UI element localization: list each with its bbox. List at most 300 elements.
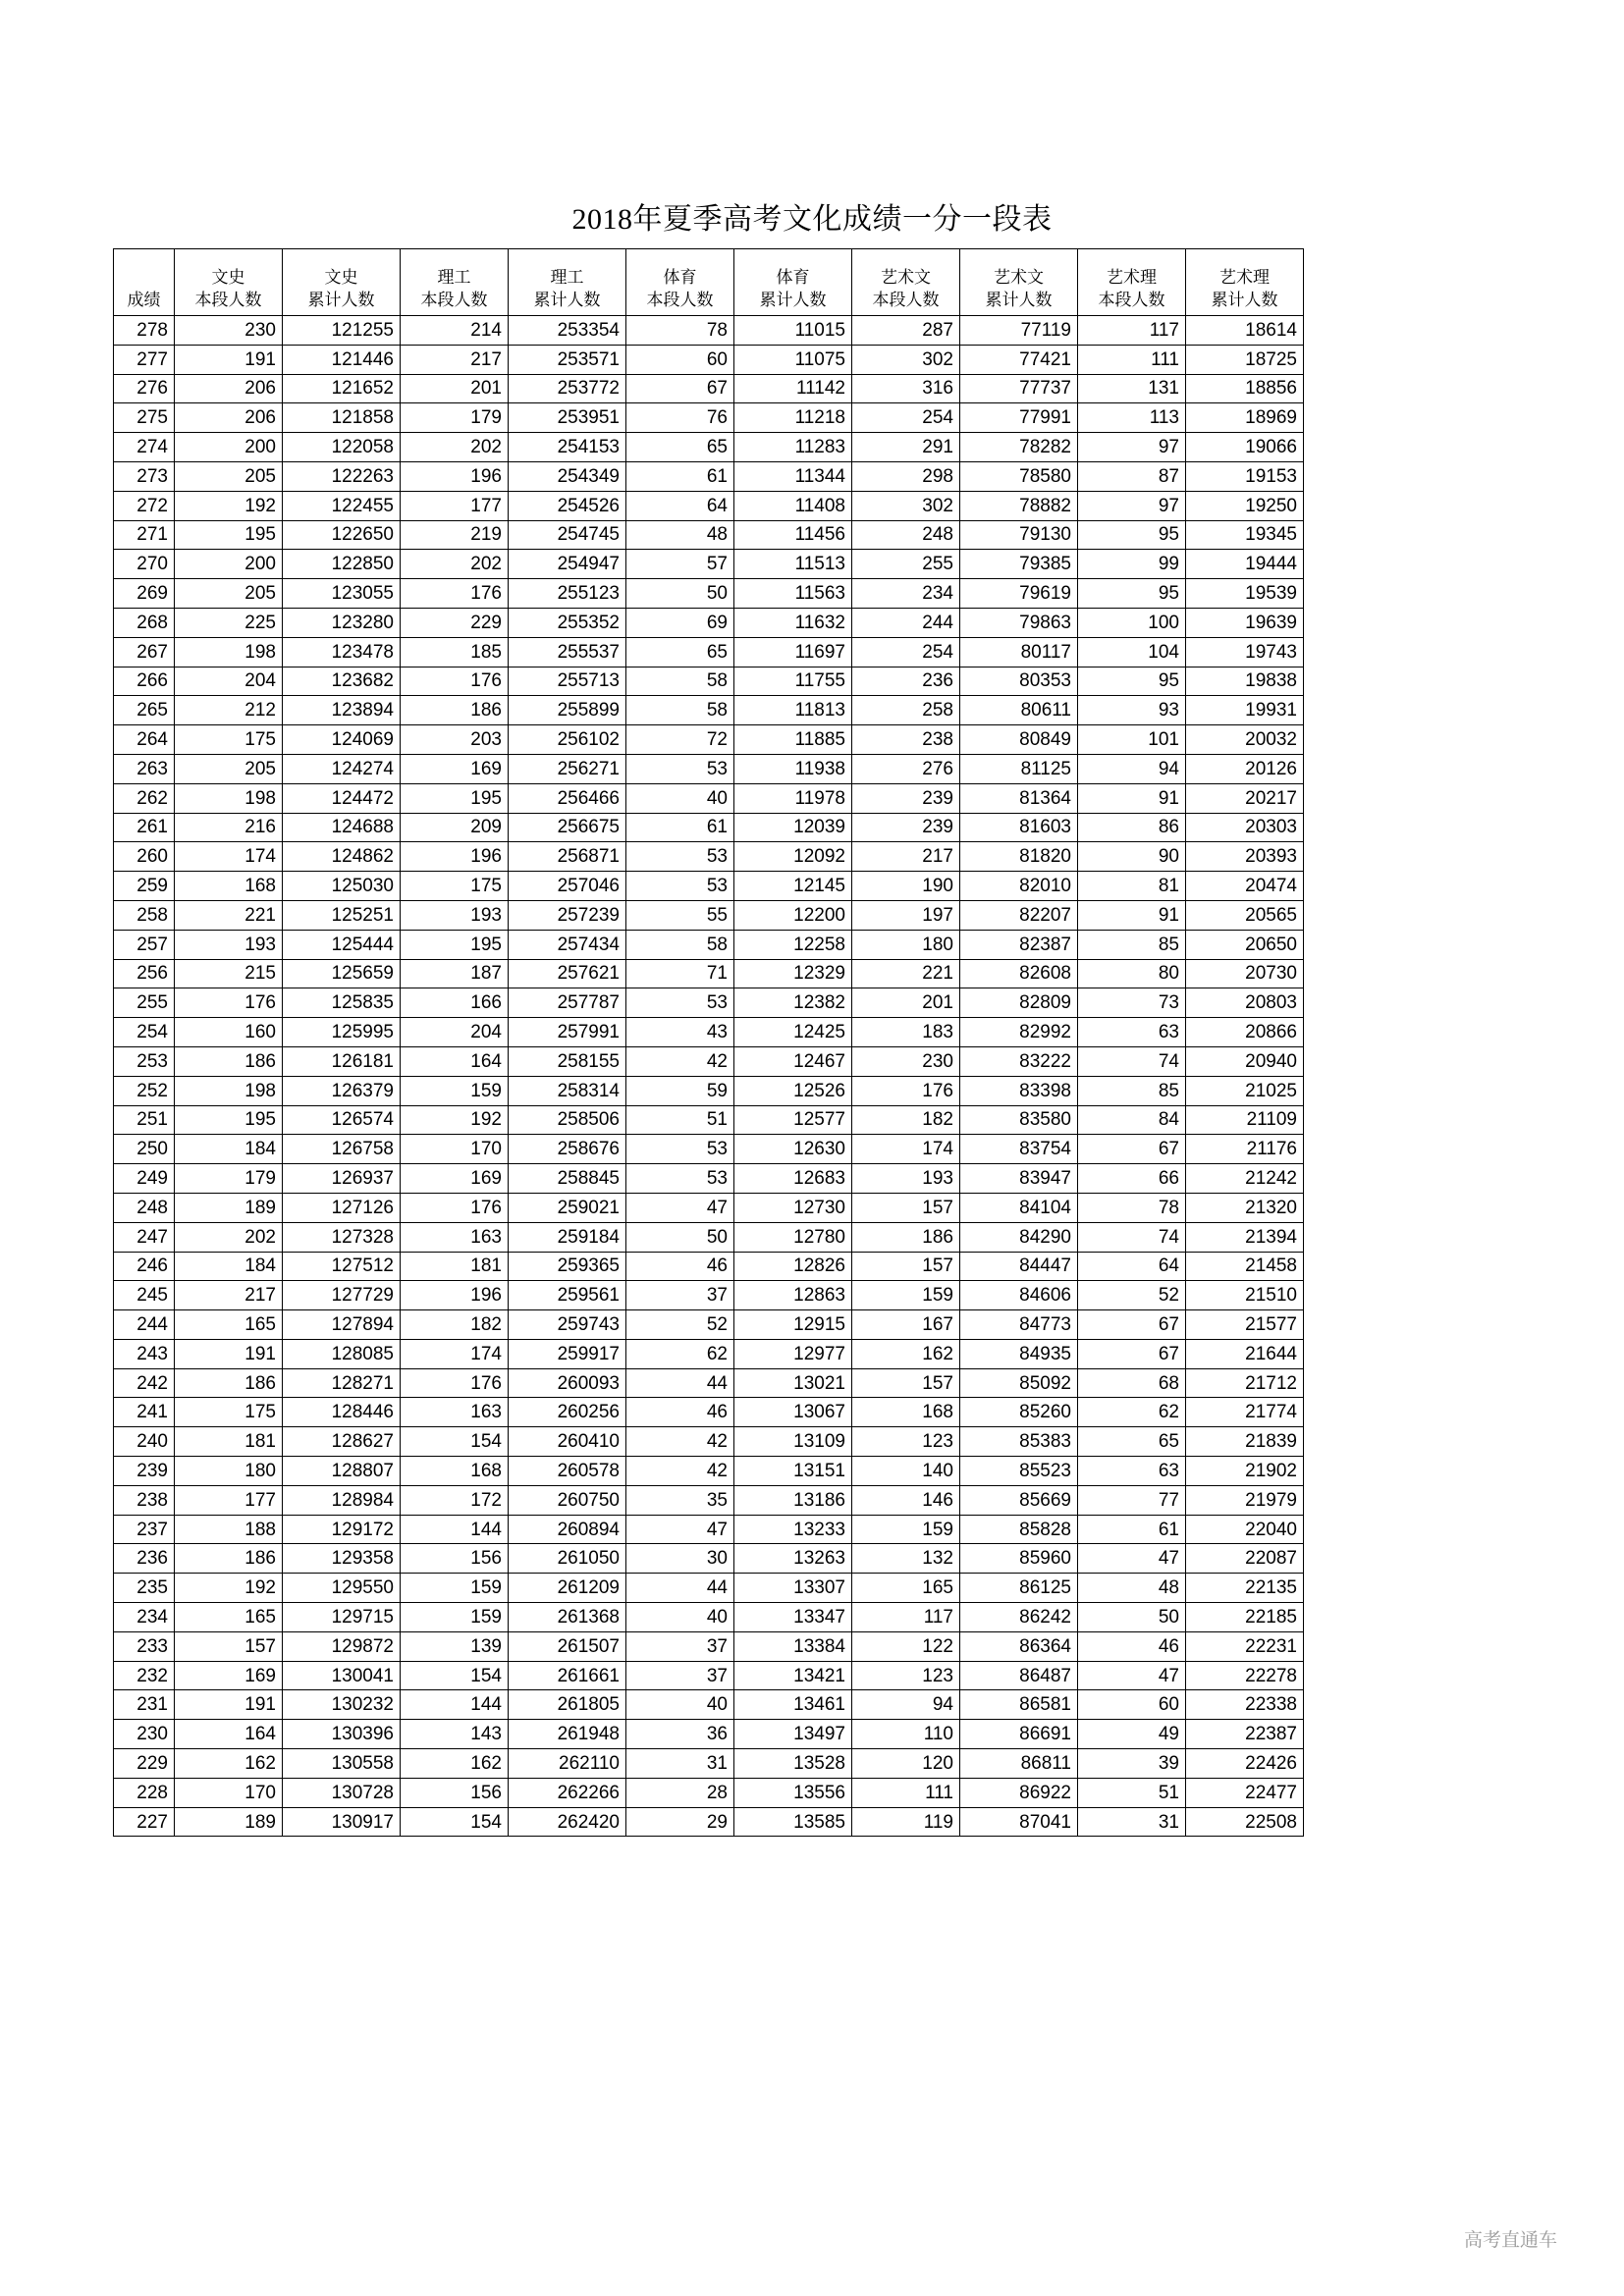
cell-yishuwen_seg: 180 [852, 930, 960, 959]
cell-tiyu_seg: 47 [626, 1193, 734, 1222]
cell-score: 267 [114, 637, 175, 667]
column-header-yishuli_cum [1186, 249, 1304, 316]
cell-score: 233 [114, 1631, 175, 1661]
table-row [114, 1193, 1304, 1222]
cell-ligong_seg: 203 [401, 725, 509, 755]
cell-yishuli_cum: 20303 [1186, 813, 1304, 842]
cell-yishuwen_seg: 182 [852, 1105, 960, 1135]
cell-yishuwen_seg: 117 [852, 1603, 960, 1632]
cell-ligong_seg: 196 [401, 461, 509, 491]
cell-ligong_cum: 257239 [509, 900, 626, 930]
cell-yishuwen_seg: 302 [852, 491, 960, 520]
cell-wenshi_cum: 129872 [283, 1631, 401, 1661]
cell-yishuwen_cum: 85092 [960, 1368, 1078, 1398]
cell-score: 259 [114, 872, 175, 901]
cell-wenshi_cum: 126758 [283, 1135, 401, 1164]
cell-ligong_seg: 174 [401, 1339, 509, 1368]
cell-yishuli_cum: 18614 [1186, 316, 1304, 346]
cell-ligong_cum: 260410 [509, 1427, 626, 1457]
cell-yishuli_seg: 47 [1078, 1544, 1186, 1574]
cell-tiyu_cum: 12145 [734, 872, 852, 901]
table-row [114, 1807, 1304, 1837]
cell-tiyu_seg: 61 [626, 813, 734, 842]
cell-wenshi_cum: 126937 [283, 1164, 401, 1194]
cell-yishuli_cum: 19539 [1186, 579, 1304, 609]
cell-score: 255 [114, 988, 175, 1018]
cell-yishuwen_seg: 165 [852, 1574, 960, 1603]
cell-ligong_seg: 179 [401, 403, 509, 433]
cell-ligong_cum: 259365 [509, 1252, 626, 1281]
cell-wenshi_cum: 130396 [283, 1720, 401, 1749]
column-header-ligong_cum [509, 249, 626, 316]
cell-yishuwen_cum: 83754 [960, 1135, 1078, 1164]
cell-wenshi_cum: 126574 [283, 1105, 401, 1135]
cell-score: 258 [114, 900, 175, 930]
cell-tiyu_cum: 13528 [734, 1749, 852, 1779]
cell-yishuli_cum: 19066 [1186, 433, 1304, 462]
cell-tiyu_seg: 69 [626, 608, 734, 637]
cell-ligong_seg: 175 [401, 872, 509, 901]
cell-tiyu_cum: 11283 [734, 433, 852, 462]
cell-yishuli_cum: 20474 [1186, 872, 1304, 901]
cell-yishuwen_seg: 244 [852, 608, 960, 637]
cell-ligong_seg: 214 [401, 316, 509, 346]
cell-tiyu_seg: 59 [626, 1076, 734, 1105]
cell-wenshi_seg: 180 [175, 1457, 283, 1486]
table-row [114, 1105, 1304, 1135]
cell-yishuli_cum: 22185 [1186, 1603, 1304, 1632]
cell-wenshi_seg: 165 [175, 1603, 283, 1632]
cell-wenshi_seg: 179 [175, 1164, 283, 1194]
cell-yishuli_seg: 131 [1078, 374, 1186, 403]
cell-yishuwen_cum: 78282 [960, 433, 1078, 462]
cell-tiyu_cum: 12683 [734, 1164, 852, 1194]
cell-score: 278 [114, 316, 175, 346]
cell-tiyu_seg: 40 [626, 1690, 734, 1720]
cell-yishuli_cum: 22426 [1186, 1749, 1304, 1779]
cell-ligong_seg: 176 [401, 1193, 509, 1222]
cell-yishuwen_cum: 82207 [960, 900, 1078, 930]
cell-yishuli_cum: 20940 [1186, 1046, 1304, 1076]
cell-yishuli_seg: 73 [1078, 988, 1186, 1018]
cell-yishuli_cum: 18856 [1186, 374, 1304, 403]
cell-wenshi_cum: 128085 [283, 1339, 401, 1368]
score-distribution-table [113, 248, 1304, 1837]
cell-tiyu_seg: 37 [626, 1631, 734, 1661]
cell-wenshi_seg: 170 [175, 1778, 283, 1807]
cell-score: 244 [114, 1310, 175, 1340]
cell-tiyu_cum: 13347 [734, 1603, 852, 1632]
cell-yishuli_seg: 84 [1078, 1105, 1186, 1135]
cell-tiyu_seg: 53 [626, 1135, 734, 1164]
cell-wenshi_seg: 195 [175, 1105, 283, 1135]
cell-yishuli_cum: 22040 [1186, 1515, 1304, 1544]
cell-ligong_seg: 229 [401, 608, 509, 637]
cell-wenshi_seg: 200 [175, 433, 283, 462]
table-row [114, 637, 1304, 667]
cell-yishuli_seg: 87 [1078, 461, 1186, 491]
column-header-metric: 本段人数 [646, 291, 714, 310]
cell-tiyu_cum: 12577 [734, 1105, 852, 1135]
cell-ligong_seg: 169 [401, 754, 509, 783]
cell-yishuwen_cum: 80611 [960, 696, 1078, 725]
table-header [114, 249, 1304, 316]
cell-tiyu_cum: 12200 [734, 900, 852, 930]
cell-ligong_seg: 164 [401, 1046, 509, 1076]
table-row [114, 988, 1304, 1018]
cell-score: 273 [114, 461, 175, 491]
cell-tiyu_seg: 31 [626, 1749, 734, 1779]
cell-wenshi_seg: 192 [175, 1574, 283, 1603]
cell-ligong_seg: 168 [401, 1457, 509, 1486]
cell-yishuwen_cum: 77737 [960, 374, 1078, 403]
cell-yishuli_cum: 21510 [1186, 1281, 1304, 1310]
cell-yishuli_seg: 95 [1078, 579, 1186, 609]
cell-tiyu_cum: 12730 [734, 1193, 852, 1222]
cell-yishuwen_seg: 197 [852, 900, 960, 930]
cell-wenshi_seg: 205 [175, 754, 283, 783]
cell-wenshi_seg: 186 [175, 1046, 283, 1076]
cell-tiyu_cum: 11978 [734, 783, 852, 813]
cell-yishuli_seg: 74 [1078, 1222, 1186, 1252]
cell-tiyu_seg: 50 [626, 1222, 734, 1252]
cell-score: 268 [114, 608, 175, 637]
cell-wenshi_seg: 198 [175, 1076, 283, 1105]
column-header-tiyu_seg [626, 249, 734, 316]
cell-ligong_cum: 259917 [509, 1339, 626, 1368]
cell-yishuwen_cum: 81603 [960, 813, 1078, 842]
cell-yishuwen_seg: 94 [852, 1690, 960, 1720]
cell-yishuli_seg: 51 [1078, 1778, 1186, 1807]
cell-yishuli_cum: 22477 [1186, 1778, 1304, 1807]
table-row [114, 872, 1304, 901]
cell-wenshi_seg: 215 [175, 959, 283, 988]
cell-wenshi_cum: 125835 [283, 988, 401, 1018]
cell-wenshi_seg: 204 [175, 667, 283, 696]
table-row [114, 1690, 1304, 1720]
cell-yishuwen_seg: 190 [852, 872, 960, 901]
cell-yishuli_cum: 22231 [1186, 1631, 1304, 1661]
cell-yishuli_cum: 19345 [1186, 520, 1304, 550]
cell-yishuwen_cum: 80117 [960, 637, 1078, 667]
table-row [114, 461, 1304, 491]
cell-tiyu_cum: 12863 [734, 1281, 852, 1310]
column-header-category: 艺术文 [881, 268, 931, 288]
cell-tiyu_seg: 37 [626, 1661, 734, 1690]
cell-yishuwen_seg: 230 [852, 1046, 960, 1076]
cell-wenshi_cum: 124688 [283, 813, 401, 842]
cell-ligong_cum: 261948 [509, 1720, 626, 1749]
cell-ligong_cum: 254526 [509, 491, 626, 520]
cell-score: 243 [114, 1339, 175, 1368]
cell-yishuwen_cum: 79863 [960, 608, 1078, 637]
cell-ligong_cum: 262110 [509, 1749, 626, 1779]
cell-tiyu_seg: 40 [626, 1603, 734, 1632]
cell-yishuwen_seg: 258 [852, 696, 960, 725]
cell-yishuli_seg: 48 [1078, 1574, 1186, 1603]
table-row [114, 433, 1304, 462]
cell-ligong_cum: 258506 [509, 1105, 626, 1135]
cell-yishuwen_seg: 157 [852, 1252, 960, 1281]
cell-wenshi_seg: 221 [175, 900, 283, 930]
cell-yishuwen_cum: 83398 [960, 1076, 1078, 1105]
cell-yishuwen_cum: 81125 [960, 754, 1078, 783]
cell-yishuli_seg: 60 [1078, 1690, 1186, 1720]
cell-wenshi_seg: 216 [175, 813, 283, 842]
cell-yishuli_seg: 66 [1078, 1164, 1186, 1194]
table-row [114, 959, 1304, 988]
cell-score: 264 [114, 725, 175, 755]
cell-yishuli_cum: 21902 [1186, 1457, 1304, 1486]
cell-tiyu_seg: 53 [626, 754, 734, 783]
column-header-category: 理工 [550, 268, 584, 288]
cell-wenshi_cum: 123894 [283, 696, 401, 725]
cell-score: 250 [114, 1135, 175, 1164]
table-row [114, 520, 1304, 550]
cell-yishuli_seg: 52 [1078, 1281, 1186, 1310]
cell-yishuwen_cum: 85669 [960, 1485, 1078, 1515]
table-body [114, 316, 1304, 1837]
cell-ligong_seg: 170 [401, 1135, 509, 1164]
cell-score: 257 [114, 930, 175, 959]
cell-wenshi_cum: 130728 [283, 1778, 401, 1807]
cell-tiyu_seg: 65 [626, 433, 734, 462]
cell-wenshi_cum: 129550 [283, 1574, 401, 1603]
cell-tiyu_seg: 47 [626, 1515, 734, 1544]
column-header-wenshi_cum [283, 249, 401, 316]
cell-wenshi_seg: 186 [175, 1544, 283, 1574]
cell-yishuwen_seg: 123 [852, 1427, 960, 1457]
table-row [114, 842, 1304, 872]
cell-tiyu_cum: 13109 [734, 1427, 852, 1457]
cell-ligong_seg: 192 [401, 1105, 509, 1135]
cell-tiyu_seg: 30 [626, 1544, 734, 1574]
cell-ligong_cum: 260093 [509, 1368, 626, 1398]
column-header-score [114, 249, 175, 316]
cell-wenshi_cum: 123682 [283, 667, 401, 696]
cell-score: 271 [114, 520, 175, 550]
cell-yishuwen_seg: 157 [852, 1193, 960, 1222]
cell-ligong_cum: 253354 [509, 316, 626, 346]
cell-yishuli_seg: 104 [1078, 637, 1186, 667]
cell-wenshi_seg: 175 [175, 725, 283, 755]
cell-ligong_cum: 258155 [509, 1046, 626, 1076]
cell-tiyu_seg: 53 [626, 842, 734, 872]
cell-yishuwen_cum: 86922 [960, 1778, 1078, 1807]
cell-wenshi_cum: 126379 [283, 1076, 401, 1105]
cell-yishuwen_cum: 84606 [960, 1281, 1078, 1310]
table-row [114, 1398, 1304, 1427]
cell-yishuwen_seg: 316 [852, 374, 960, 403]
cell-yishuwen_seg: 255 [852, 550, 960, 579]
cell-ligong_cum: 257991 [509, 1018, 626, 1047]
cell-tiyu_cum: 11938 [734, 754, 852, 783]
cell-wenshi_cum: 129172 [283, 1515, 401, 1544]
cell-yishuwen_seg: 239 [852, 783, 960, 813]
cell-yishuwen_seg: 132 [852, 1544, 960, 1574]
cell-tiyu_seg: 58 [626, 696, 734, 725]
cell-wenshi_seg: 200 [175, 550, 283, 579]
cell-tiyu_cum: 12039 [734, 813, 852, 842]
cell-ligong_cum: 253772 [509, 374, 626, 403]
cell-wenshi_seg: 160 [175, 1018, 283, 1047]
cell-tiyu_cum: 12258 [734, 930, 852, 959]
cell-ligong_seg: 195 [401, 930, 509, 959]
cell-score: 236 [114, 1544, 175, 1574]
cell-wenshi_seg: 177 [175, 1485, 283, 1515]
cell-tiyu_cum: 13384 [734, 1631, 852, 1661]
cell-yishuli_cum: 19153 [1186, 461, 1304, 491]
cell-yishuli_cum: 22135 [1186, 1574, 1304, 1603]
table-row [114, 1164, 1304, 1194]
cell-yishuli_seg: 85 [1078, 1076, 1186, 1105]
cell-yishuwen_cum: 85523 [960, 1457, 1078, 1486]
cell-yishuwen_seg: 248 [852, 520, 960, 550]
cell-yishuli_seg: 81 [1078, 872, 1186, 901]
cell-score: 272 [114, 491, 175, 520]
cell-wenshi_seg: 191 [175, 1339, 283, 1368]
cell-ligong_cum: 256466 [509, 783, 626, 813]
cell-yishuwen_cum: 86581 [960, 1690, 1078, 1720]
cell-tiyu_seg: 65 [626, 637, 734, 667]
cell-wenshi_cum: 122058 [283, 433, 401, 462]
column-header-category: 体育 [776, 268, 810, 288]
cell-ligong_seg: 163 [401, 1222, 509, 1252]
cell-yishuli_cum: 21458 [1186, 1252, 1304, 1281]
cell-yishuli_cum: 20217 [1186, 783, 1304, 813]
cell-ligong_cum: 253951 [509, 403, 626, 433]
cell-ligong_cum: 260750 [509, 1485, 626, 1515]
cell-yishuli_seg: 117 [1078, 316, 1186, 346]
table-row [114, 608, 1304, 637]
cell-score: 246 [114, 1252, 175, 1281]
cell-ligong_cum: 262420 [509, 1807, 626, 1837]
table-row [114, 1135, 1304, 1164]
cell-ligong_seg: 219 [401, 520, 509, 550]
cell-score: 275 [114, 403, 175, 433]
cell-ligong_seg: 196 [401, 842, 509, 872]
cell-ligong_cum: 261209 [509, 1574, 626, 1603]
cell-yishuli_seg: 74 [1078, 1046, 1186, 1076]
cell-score: 262 [114, 783, 175, 813]
cell-tiyu_seg: 62 [626, 1339, 734, 1368]
cell-tiyu_seg: 40 [626, 783, 734, 813]
cell-yishuwen_seg: 236 [852, 667, 960, 696]
cell-ligong_cum: 255352 [509, 608, 626, 637]
cell-wenshi_cum: 128984 [283, 1485, 401, 1515]
cell-tiyu_cum: 13151 [734, 1457, 852, 1486]
cell-yishuwen_cum: 86242 [960, 1603, 1078, 1632]
cell-yishuwen_seg: 193 [852, 1164, 960, 1194]
cell-ligong_seg: 217 [401, 345, 509, 374]
cell-score: 231 [114, 1690, 175, 1720]
cell-yishuwen_seg: 159 [852, 1281, 960, 1310]
cell-yishuli_cum: 21839 [1186, 1427, 1304, 1457]
cell-tiyu_seg: 44 [626, 1574, 734, 1603]
cell-wenshi_seg: 212 [175, 696, 283, 725]
cell-wenshi_cum: 127328 [283, 1222, 401, 1252]
cell-yishuwen_cum: 86811 [960, 1749, 1078, 1779]
cell-wenshi_cum: 124862 [283, 842, 401, 872]
cell-wenshi_cum: 130232 [283, 1690, 401, 1720]
cell-score: 256 [114, 959, 175, 988]
cell-yishuli_cum: 22387 [1186, 1720, 1304, 1749]
cell-tiyu_seg: 28 [626, 1778, 734, 1807]
cell-yishuli_cum: 19743 [1186, 637, 1304, 667]
table-row [114, 374, 1304, 403]
cell-score: 248 [114, 1193, 175, 1222]
table-row [114, 1339, 1304, 1368]
cell-wenshi_cum: 125995 [283, 1018, 401, 1047]
table-row [114, 930, 1304, 959]
cell-yishuli_seg: 111 [1078, 345, 1186, 374]
cell-yishuli_cum: 21774 [1186, 1398, 1304, 1427]
cell-wenshi_cum: 127126 [283, 1193, 401, 1222]
cell-ligong_cum: 261507 [509, 1631, 626, 1661]
cell-yishuwen_cum: 77421 [960, 345, 1078, 374]
table-row [114, 550, 1304, 579]
table-header-row [114, 249, 1304, 316]
cell-wenshi_seg: 184 [175, 1252, 283, 1281]
cell-yishuli_cum: 21025 [1186, 1076, 1304, 1105]
cell-yishuwen_seg: 254 [852, 637, 960, 667]
cell-ligong_seg: 186 [401, 696, 509, 725]
cell-wenshi_seg: 164 [175, 1720, 283, 1749]
cell-ligong_cum: 253571 [509, 345, 626, 374]
cell-ligong_cum: 254349 [509, 461, 626, 491]
cell-yishuli_cum: 20730 [1186, 959, 1304, 988]
cell-yishuli_seg: 50 [1078, 1603, 1186, 1632]
cell-ligong_seg: 144 [401, 1515, 509, 1544]
cell-ligong_cum: 260256 [509, 1398, 626, 1427]
cell-score: 247 [114, 1222, 175, 1252]
cell-ligong_cum: 258314 [509, 1076, 626, 1105]
column-header-category: 艺术文 [994, 268, 1044, 288]
cell-tiyu_cum: 11218 [734, 403, 852, 433]
cell-wenshi_cum: 121652 [283, 374, 401, 403]
column-header-metric: 本段人数 [1098, 291, 1165, 310]
cell-ligong_cum: 259743 [509, 1310, 626, 1340]
cell-tiyu_seg: 67 [626, 374, 734, 403]
cell-tiyu_seg: 72 [626, 725, 734, 755]
cell-yishuwen_cum: 85260 [960, 1398, 1078, 1427]
cell-yishuwen_cum: 77991 [960, 403, 1078, 433]
cell-yishuli_cum: 21109 [1186, 1105, 1304, 1135]
cell-tiyu_seg: 48 [626, 520, 734, 550]
cell-yishuwen_cum: 86487 [960, 1661, 1078, 1690]
column-header-metric: 本段人数 [420, 291, 488, 310]
cell-ligong_cum: 258845 [509, 1164, 626, 1194]
cell-wenshi_seg: 189 [175, 1807, 283, 1837]
cell-wenshi_seg: 184 [175, 1135, 283, 1164]
cell-wenshi_cum: 123478 [283, 637, 401, 667]
cell-tiyu_cum: 11075 [734, 345, 852, 374]
cell-score: 260 [114, 842, 175, 872]
cell-yishuwen_seg: 140 [852, 1457, 960, 1486]
column-header-category [116, 267, 172, 290]
cell-wenshi_seg: 157 [175, 1631, 283, 1661]
cell-tiyu_cum: 12630 [734, 1135, 852, 1164]
cell-yishuli_seg: 65 [1078, 1427, 1186, 1457]
cell-ligong_cum: 257434 [509, 930, 626, 959]
table-row [114, 1485, 1304, 1515]
cell-yishuli_cum: 20032 [1186, 725, 1304, 755]
cell-yishuli_seg: 91 [1078, 783, 1186, 813]
cell-ligong_cum: 255537 [509, 637, 626, 667]
cell-ligong_cum: 262266 [509, 1778, 626, 1807]
cell-ligong_cum: 259021 [509, 1193, 626, 1222]
cell-yishuwen_cum: 85383 [960, 1427, 1078, 1457]
